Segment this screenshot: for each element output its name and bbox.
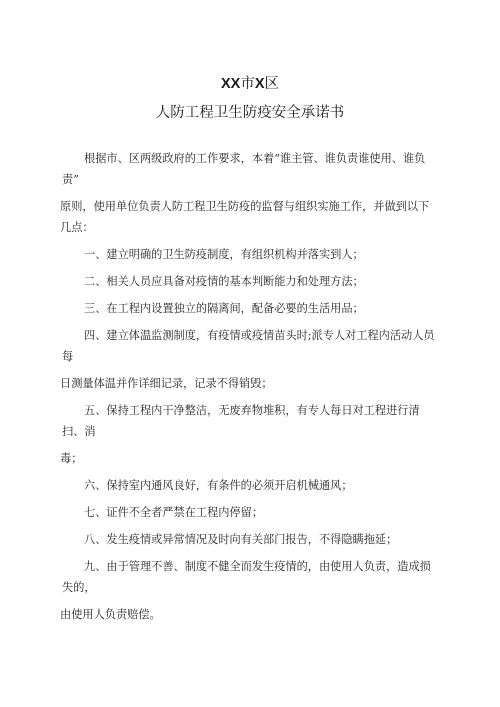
title-district-word: 区 xyxy=(264,76,279,92)
document-body xyxy=(62,148,440,625)
intro-paragraph-line1: 根据市、区两级政府的工作要求，本着“谁主管、谁负责谁使用、谁负责” xyxy=(62,152,426,186)
item-4-line1: 四、建立体温监测制度，有疫情或疫情苗头时;派专人对工程内活动人员每 xyxy=(62,329,435,363)
item-2: 二、相关人员应具备对疫情的基本判断能力和处理方法； xyxy=(84,275,364,288)
title-city-placeholder: XX xyxy=(220,76,241,92)
item-1: 一、建立明确的卫生防疫制度，有组织机构并落实到人； xyxy=(84,248,364,261)
title-city-word: 市 xyxy=(240,76,255,92)
item-4-line2: 日测量体温并作详细记录，记录不得销毁； xyxy=(60,377,273,390)
intro-paragraph-line2: 原则，使用单位负责人防工程卫生防疫的监督与组织实施工作，并做到以下几点： xyxy=(60,200,430,234)
item-8: 八、发生疫情或异常情况及时向有关部门报告，不得隐瞒拖延； xyxy=(84,533,398,546)
item-6: 六、保持室内通风良好，有条件的必须开启机械通风； xyxy=(84,479,353,492)
item-9-line1: 九、由于管理不善、制度不健全而发生疫情的，由使用人负责，造成损失的， xyxy=(62,560,431,594)
item-5-line1: 五、保持工程内干净整洁，无废弃物堆积，有专人每日对工程进行清扫、消 xyxy=(62,404,420,438)
title-district-placeholder: X xyxy=(254,76,265,92)
item-5-line2: 毒； xyxy=(60,452,83,465)
document-title-region xyxy=(0,74,500,94)
item-9-line2: 由使用人负责赔偿。 xyxy=(60,608,161,621)
item-7: 七、证件不全者严禁在工程内停留； xyxy=(84,506,264,519)
document-title: 人防工程卫生防疫安全承诺书 xyxy=(155,105,345,121)
item-3: 三、在工程内设置独立的隔离间，配备必要的生活用品； xyxy=(84,302,364,315)
